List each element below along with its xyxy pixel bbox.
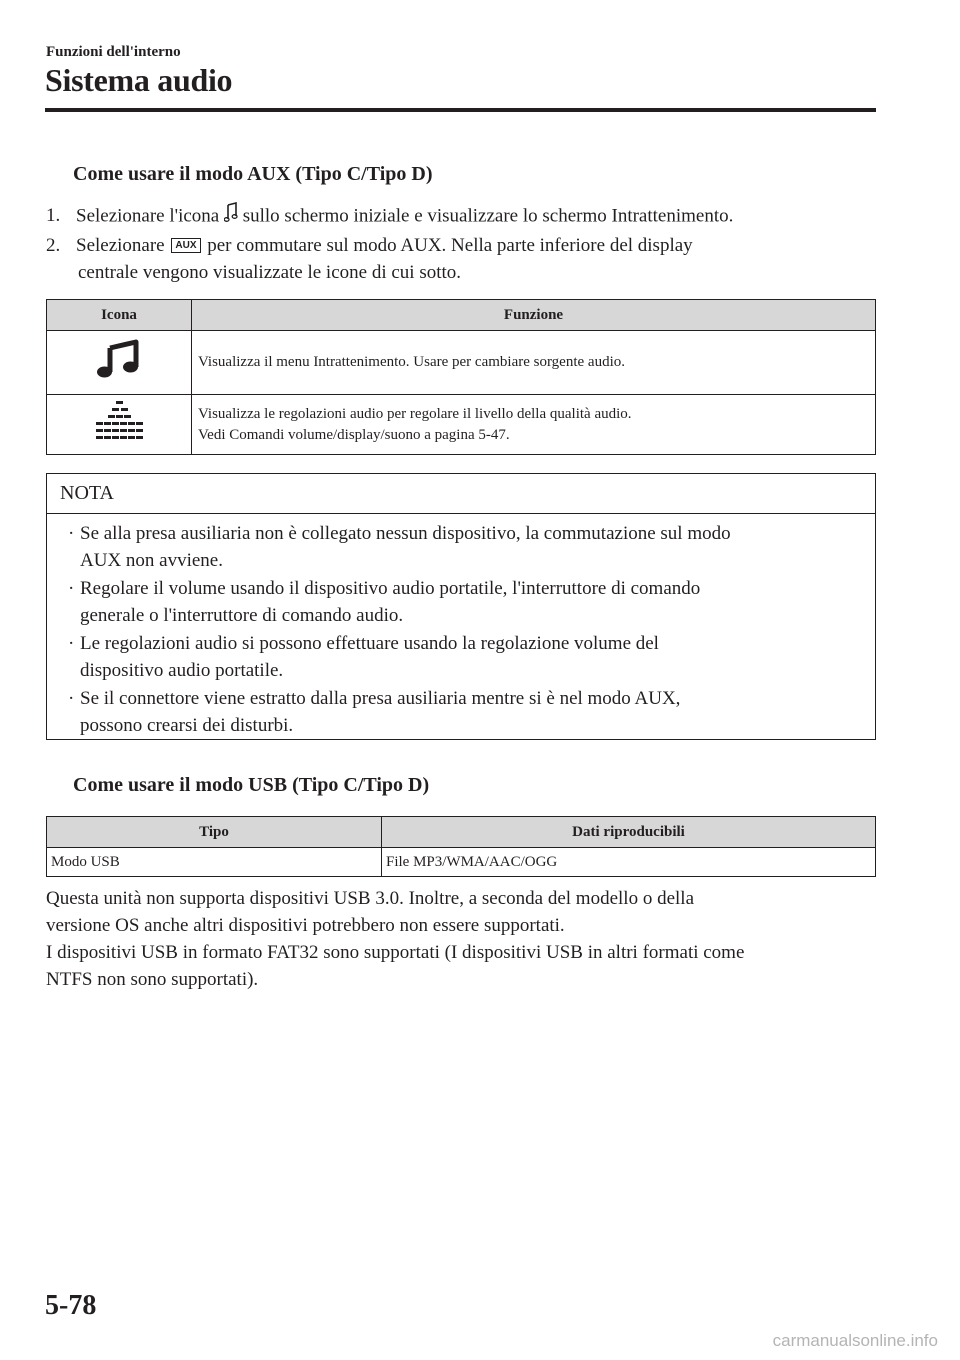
note-text: Se alla presa ausiliaria non è collegato nessun dispositivo, la commutazione sul modo <box>80 523 731 544</box>
step-2-text-cont: centrale vengono visualizzate le icone di cui sotto. <box>78 262 462 283</box>
list-item <box>61 575 866 629</box>
function-text: Visualizza il menu Intrattenimento. Usare per cambiare sorgente audio. <box>198 354 625 370</box>
step-1 <box>46 202 876 232</box>
step-1-number: 1. <box>46 205 61 227</box>
table-cell-function <box>192 395 876 455</box>
aux-badge-icon: AUX <box>171 238 200 253</box>
table-header-row <box>47 817 876 848</box>
aux-heading: Come usare il modo AUX (Tipo C/Tipo D) <box>73 163 433 185</box>
table-row <box>47 848 876 877</box>
equalizer-icon <box>92 431 146 447</box>
note-text: generale o l'interruttore di comando audio. <box>80 605 404 626</box>
section-title: Sistema audio <box>45 62 233 98</box>
bullet-icon: · <box>68 688 75 709</box>
icon-function-table <box>46 299 876 455</box>
column-header-data: Dati riproducibili <box>382 817 876 848</box>
list-item <box>61 685 866 739</box>
step-1-text-post: sullo schermo iniziale e visualizzare lo schermo Intrattenimento. <box>242 205 734 227</box>
chapter-title: Funzioni dell'interno <box>46 44 181 60</box>
header-rule <box>45 108 876 112</box>
note-divider <box>47 513 875 514</box>
note-text: Le regolazioni audio si possono effettuare usando la regolazione volume del <box>80 633 659 654</box>
note-text: AUX non avviene. <box>80 550 223 571</box>
note-list <box>61 520 866 740</box>
list-item <box>61 630 866 684</box>
table-row <box>47 395 876 455</box>
function-text-ref: Vedi Comandi volume/display/suono a pagina 5-47. <box>198 426 510 443</box>
step-2-text-post: per commutare sul modo AUX. Nella parte inferiore del display <box>207 235 693 256</box>
function-text: Visualizza le regolazioni audio per regolare il livello della qualità audio. <box>198 405 632 422</box>
note-text: possono crearsi dei disturbi. <box>80 715 294 736</box>
column-header-function: Funzione <box>192 300 876 331</box>
paragraph-line: NTFS non sono supportati). <box>46 969 259 990</box>
bullet-icon: · <box>68 523 75 544</box>
bullet-icon: · <box>68 578 75 599</box>
page-number: 5-78 <box>45 1290 97 1321</box>
table-cell-icon <box>47 395 192 455</box>
usb-type-table <box>46 816 876 877</box>
paragraph-line: versione OS anche altri dispositivi potrebbero non essere supportati. <box>46 915 565 936</box>
column-header-type: Tipo <box>47 817 382 848</box>
step-2 <box>46 232 876 286</box>
note-text: Se il connettore viene estratto dalla presa ausiliaria mentre si è nel modo AUX, <box>80 688 681 709</box>
column-header-icon: Icona <box>47 300 192 331</box>
note-box <box>46 473 876 740</box>
bullet-icon: · <box>68 633 75 654</box>
table-header-row <box>47 300 876 331</box>
usb-heading: Come usare il modo USB (Tipo C/Tipo D) <box>73 774 430 796</box>
list-item <box>61 520 866 574</box>
paragraph-line: I dispositivi USB in formato FAT32 sono supportati (I dispositivi USB in altri formati come <box>46 942 745 963</box>
table-cell-icon <box>47 331 192 395</box>
table-cell-type: Modo USB <box>47 848 382 877</box>
step-2-number: 2. <box>46 235 61 256</box>
table-cell-function <box>192 331 876 395</box>
usb-paragraph <box>46 885 876 993</box>
step-2-text-pre: Selezionare <box>76 235 165 256</box>
note-text: Regolare il volume usando il dispositivo audio portatile, l'interruttore di comando <box>80 578 701 599</box>
music-note-icon <box>96 367 142 383</box>
paragraph-line: Questa unità non supporta dispositivi USB 3.0. Inoltre, a seconda del modello o della <box>46 888 695 909</box>
note-text: dispositivo audio portatile. <box>80 660 284 681</box>
note-title: NOTA <box>60 482 114 504</box>
step-1-text-pre: Selezionare l'icona <box>76 205 220 227</box>
table-row <box>47 331 876 395</box>
music-note-icon <box>224 202 238 232</box>
watermark: carmanualsonline.info <box>772 1331 938 1350</box>
table-cell-data: File MP3/WMA/AAC/OGG <box>382 848 876 877</box>
